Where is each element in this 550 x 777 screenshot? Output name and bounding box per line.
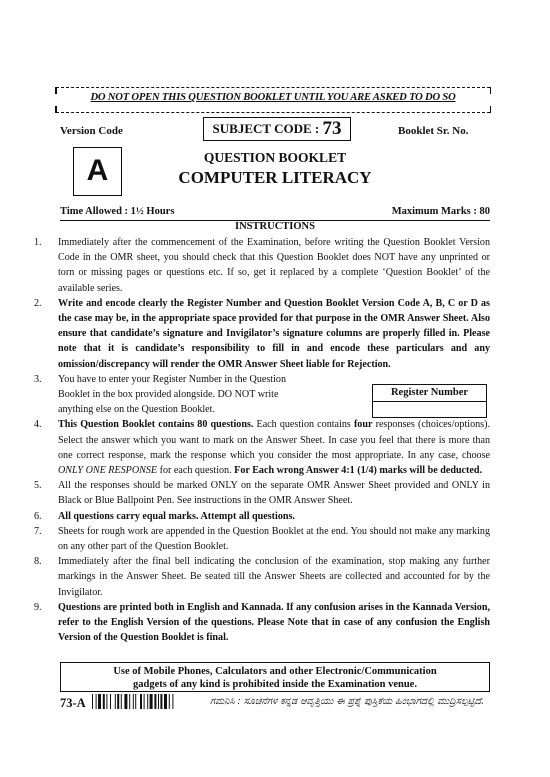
instruction-text: This Question Booklet contains 80 questions. Each question contains four responses (choices/options). Select the answer which you want to mark on the Answer Sheet. In case you feel that there is more than one correct response, mark the response which you consider the most appropriate. In any case, choose ONLY ONE RESPONSE for each question. For Each wrong Answer 4:1 (1/4) marks will be deducted. (58, 419, 490, 477)
notice-line: gadgets of any kind is prohibited inside the Examination venue. (133, 679, 417, 690)
instruction-item: 7. Sheets for rough work are appended in the Question Booklet at the end. You should not make any marking on any other part of the Question Booklet. (32, 524, 490, 554)
instruction-item: 9. Questions are printed both in English and Kannada. If any confusion arises in the Kannada Version, refer to the English Version of the questions. Please Note that in case of any confusion the English Version of the Question Booklet is final. (32, 600, 490, 646)
banner-corner-mark (490, 106, 492, 113)
subject-code-box (203, 117, 351, 141)
instruction-item: 1. Immediately after the commencement of the Examination, before writing the Question Booklet Version Code in the OMR sheet, you should check that this Question Booklet does NOT have any unprinted or torn or missing pages or questions etc. If so, get it replaced by a complete ‘Question Booklet’ of the available series. (32, 235, 490, 296)
banner-text: DO NOT OPEN THIS QUESTION BOOKLET UNTIL YOU ARE ASKED TO DO SO (90, 92, 456, 103)
booklet-code: 73-A (60, 696, 86, 710)
subject-code-label: SUBJECT CODE : (212, 121, 320, 136)
instruction-text: Write and encode clearly the Register Number and Question Booklet Version Code A, B, C or D as the case may be, in the appropriate space provided for that purpose in the OMR Answer Sheet. Also ensure that candidate’s signature and Invigilator’s signature columns are properly filled in. Please note that it is candidate’s responsibility to fill in and encode these particulars and any omission/discrepancy will render the OMR Answer Sheet liable for Rejection. (58, 297, 490, 370)
instruction-text: All the responses should be marked ONLY on the separate OMR Answer Sheet provided and ONLY in Black or Blue Ballpoint Pen. See instructions in the OMR Answer Sheet. (58, 480, 490, 507)
version-letter-box: A (73, 147, 122, 196)
prohibition-notice (60, 662, 490, 692)
time-marks-row (60, 206, 490, 217)
banner-corner-mark (55, 106, 57, 113)
booklet-subject: COMPUTER LITERACY (178, 168, 372, 187)
booklet-title: QUESTION BOOKLET (203, 150, 347, 165)
version-code-label: Version Code (60, 125, 123, 137)
instruction-text: Immediately after the final bell indicating the conclusion of the examination, stop making any further markings in the Answer Sheet. Be seated till the Answer Sheets are collected and accounted for by the Invigilator. (58, 556, 490, 598)
subject-code-value: 73 (322, 118, 342, 139)
maximum-marks: Maximum Marks : 80 (391, 206, 490, 217)
barcode-image (92, 694, 204, 709)
instruction-text: All questions carry equal marks. Attempt all questions. (58, 510, 295, 522)
instruction-item: 6. All questions carry equal marks. Attempt all questions. (32, 509, 490, 524)
time-allowed: Time Allowed : 1½ Hours (60, 206, 175, 217)
instruction-text: Sheets for rough work are appended in the Question Booklet at the end. You should not make any marking on any other part of the Question Booklet. (58, 525, 490, 553)
register-number-label: Register Number (373, 385, 486, 402)
instruction-item: 5. All the responses should be marked ONLY on the separate OMR Answer Sheet provided and ONLY in Black or Blue Ballpoint Pen. See instructions in the OMR Answer Sheet. (32, 478, 490, 508)
instruction-item: 4. This Question Booklet contains 80 questions. Each question contains four responses (choices/options). Select the answer which you want to mark on the Answer Sheet. In case you feel that there is more than one correct response, mark the response which you consider the most appropriate. In any case, choose ONLY ONE RESPONSE for each question. For Each wrong Answer 4:1 (1/4) marks will be deducted. (32, 417, 490, 478)
instruction-text: You have to enter your Register Number in the Question Booklet in the box provided alongside. DO NOT write anything else on the Question Booklet. (58, 373, 287, 416)
warning-banner (56, 87, 490, 113)
instructions-list (32, 235, 490, 645)
instructions-heading: INSTRUCTIONS (235, 221, 315, 232)
booklet-serial-label: Booklet Sr. No. (398, 125, 469, 137)
notice-line: Use of Mobile Phones, Calculators and other Electronic/Communication (113, 666, 437, 677)
kannada-note: ಗಮನಿಸಿ : ಸೂಚನೆಗಳ ಕನ್ನಡ ಆವೃತ್ತಿಯು ಈ ಪ್ರಶ್ನೆ ಪುಸ್ತಿಕೆಯ ಹಿಂಭಾಗದಲ್ಲಿ ಮುದ್ರಿಸಲ್ಪಟ್ಟಿದೆ. (210, 696, 485, 707)
instruction-text: Questions are printed both in English and Kannada. If any confusion arises in the Kannada Version, refer to the English Version of the questions. Please Note that in case of any confusion the English Version of the Question Booklet is final. (58, 601, 490, 644)
register-number-box[interactable] (372, 384, 487, 418)
instruction-item: 2. Write and encode clearly the Register Number and Question Booklet Version Code A, B, C or D as the case may be, in the appropriate space provided for that purpose in the OMR Answer Sheet. Also ensure that candidate’s signature and Invigilator’s signature columns are properly filled in. Please note that it is candidate’s responsibility to fill in and encode these particulars and any omission/discrepancy will render the OMR Answer Sheet liable for Rejection. (32, 296, 490, 372)
instruction-item: 3. You have to enter your Register Number in the Question Booklet in the box provided alongside. DO NOT write anything else on the Question Booklet. (32, 372, 490, 418)
instruction-item: 8. Immediately after the final bell indicating the conclusion of the examination, stop making any further markings in the Answer Sheet. Be seated till the Answer Sheets are collected and accounted for by the Invigilator. (32, 554, 490, 600)
instruction-text: Immediately after the commencement of the Examination, before writing the Question Booklet Version Code in the OMR sheet, you should check that this Question Booklet does NOT have any unprinted or torn or missing pages or questions etc. If so, get it replaced by a complete ‘Question Booklet’ of the available series. (58, 237, 490, 294)
